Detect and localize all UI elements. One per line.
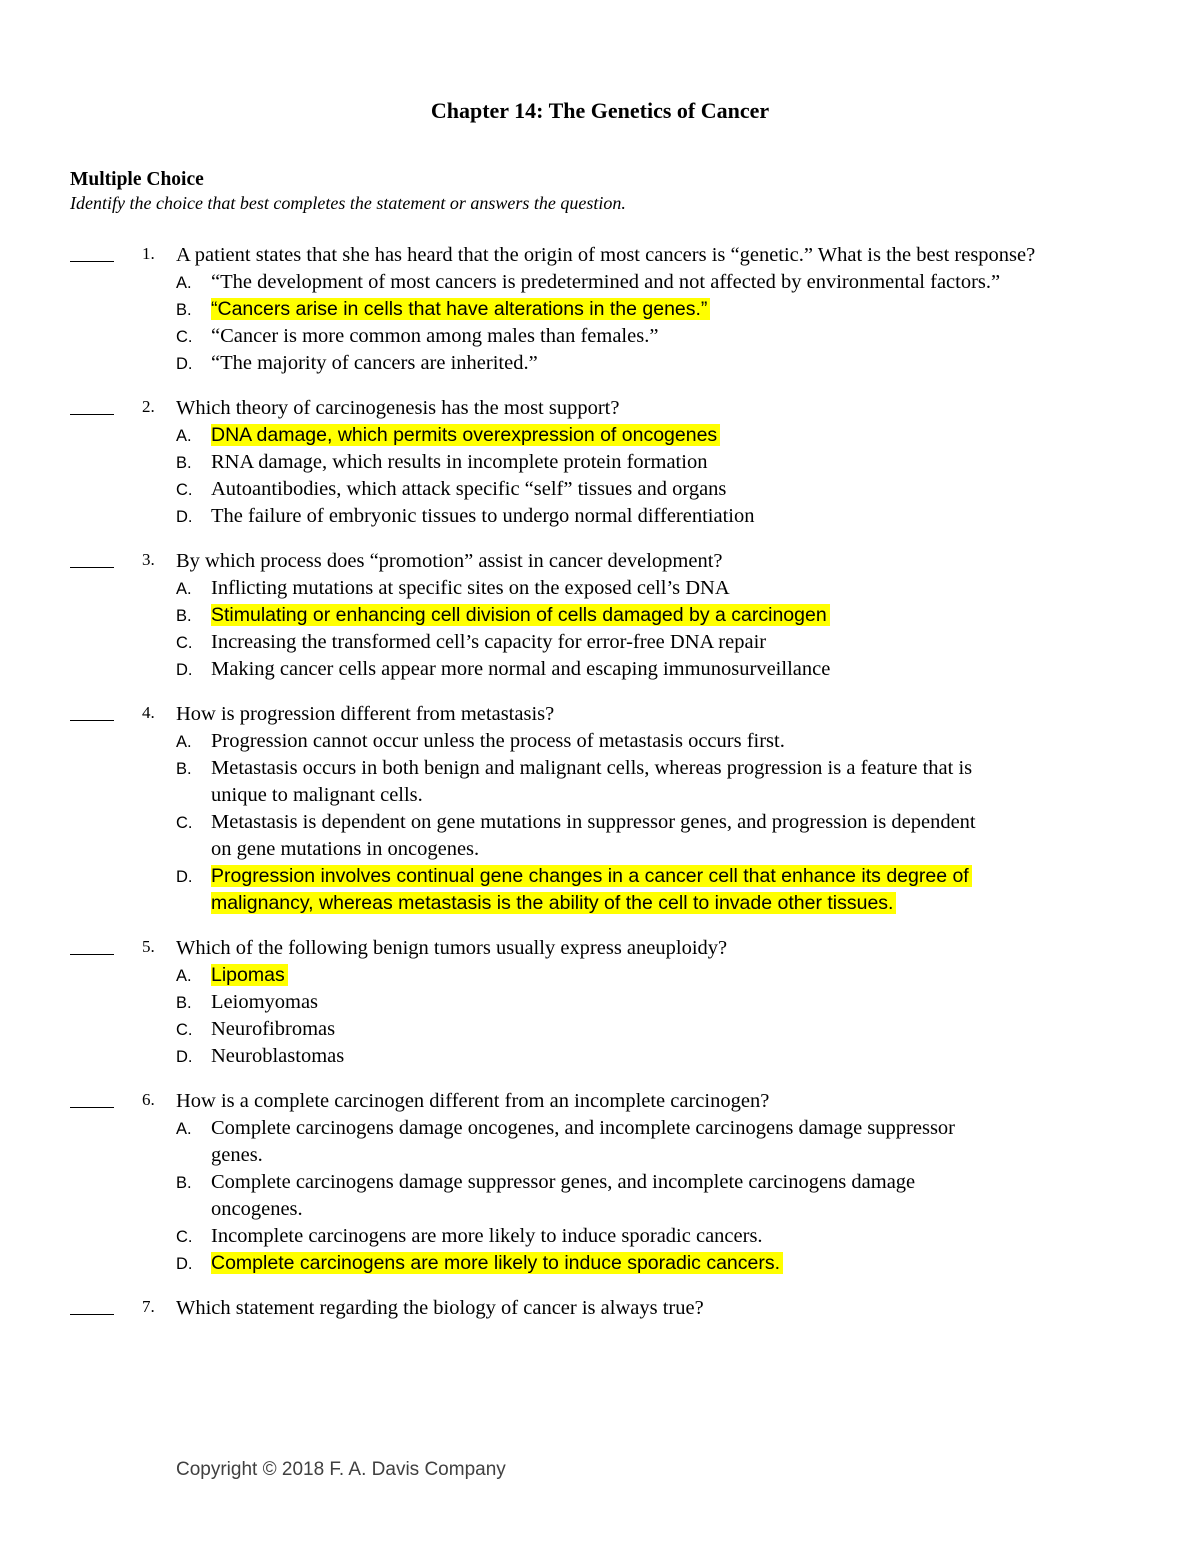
choice-letter: B. xyxy=(176,607,192,625)
choice-letter: B. xyxy=(176,1174,192,1192)
question-4 xyxy=(0,701,1200,917)
choice-text: Autoantibodies, which attack specific “self” tissues and organs xyxy=(211,478,727,500)
choice-d xyxy=(176,503,1001,530)
choice-b xyxy=(176,1169,1001,1223)
choice-c xyxy=(176,809,1001,863)
question-number: 5. xyxy=(142,937,155,956)
question-3 xyxy=(0,548,1200,683)
choice-letter: D. xyxy=(176,508,193,526)
choice-text: “The majority of cancers are inherited.” xyxy=(211,352,538,374)
choice-letter: B. xyxy=(176,760,192,778)
answer-blank[interactable] xyxy=(70,1107,114,1108)
answer-blank[interactable] xyxy=(70,720,114,721)
choice-a xyxy=(176,269,1001,296)
choice-d xyxy=(176,1043,1001,1070)
choice-c xyxy=(176,476,1001,503)
choice-letter: C. xyxy=(176,481,193,499)
choice-c xyxy=(176,629,1001,656)
choice-d-highlighted xyxy=(176,1250,1001,1277)
choice-letter: A. xyxy=(176,427,192,445)
choice-d xyxy=(176,656,1001,683)
section-heading: Multiple Choice xyxy=(70,169,204,190)
question-number: 7. xyxy=(142,1297,155,1316)
choice-list xyxy=(0,575,1200,683)
choice-text: Increasing the transformed cell’s capacity for error-free DNA repair xyxy=(211,631,767,653)
choice-a-highlighted xyxy=(176,962,1001,989)
choice-text: Progression cannot occur unless the process of metastasis occurs first. xyxy=(211,730,785,752)
choice-text: Progression involves continual gene changes in a cancer cell that enhance its degree of malignancy, whereas metastasis is the ability of the cell to invade other tissues. xyxy=(211,865,972,914)
choice-text: RNA damage, which results in incomplete protein formation xyxy=(211,451,708,473)
question-6 xyxy=(0,1088,1200,1277)
choice-letter: C. xyxy=(176,814,193,832)
choice-letter: D. xyxy=(176,1048,193,1066)
choice-letter: D. xyxy=(176,661,193,679)
question-number: 4. xyxy=(142,703,155,722)
choice-letter: B. xyxy=(176,454,192,472)
choice-letter: C. xyxy=(176,634,193,652)
choice-letter: D. xyxy=(176,868,193,886)
choice-list xyxy=(0,728,1200,917)
choice-text: Neuroblastomas xyxy=(211,1045,345,1067)
choice-text: Leiomyomas xyxy=(211,991,319,1013)
page-title: Chapter 14: The Genetics of Cancer xyxy=(430,98,770,123)
choice-b-highlighted xyxy=(176,602,1001,629)
choice-a xyxy=(176,575,1001,602)
choice-letter: A. xyxy=(176,967,192,985)
answer-blank[interactable] xyxy=(70,954,114,955)
question-stem: Which of the following benign tumors usually express aneuploidy? xyxy=(176,937,728,959)
choice-list xyxy=(0,422,1200,530)
choice-text: Making cancer cells appear more normal and escaping immunosurveillance xyxy=(211,658,831,680)
choice-text: The failure of embryonic tissues to undergo normal differentiation xyxy=(211,505,755,527)
question-number: 6. xyxy=(142,1090,155,1109)
choice-letter: C. xyxy=(176,1228,193,1246)
question-list xyxy=(0,242,1200,1340)
choice-text: Complete carcinogens damage suppressor genes, and incomplete carcinogens damage oncogenes. xyxy=(211,1171,916,1220)
choice-letter: B. xyxy=(176,301,192,319)
choice-text: Complete carcinogens damage oncogenes, and incomplete carcinogens damage suppressor genes. xyxy=(211,1117,955,1166)
question-number: 2. xyxy=(142,397,155,416)
choice-b xyxy=(176,755,1001,809)
choice-b xyxy=(176,449,1001,476)
question-stem: How is a complete carcinogen different from an incomplete carcinogen? xyxy=(176,1090,770,1112)
choice-text: Complete carcinogens are more likely to induce sporadic cancers. xyxy=(211,1252,783,1274)
copyright-footer: Copyright © 2018 F. A. Davis Company xyxy=(176,1459,506,1480)
choice-letter: A. xyxy=(176,274,192,292)
choice-text: Metastasis occurs in both benign and malignant cells, whereas progression is a feature that is unique to malignant cells. xyxy=(211,757,973,806)
choice-text: DNA damage, which permits overexpression of oncogenes xyxy=(211,424,720,446)
choice-letter: B. xyxy=(176,994,192,1012)
question-stem: How is progression different from metastasis? xyxy=(176,703,555,725)
question-stem: Which statement regarding the biology of cancer is always true? xyxy=(176,1297,704,1319)
choice-b xyxy=(176,989,1001,1016)
answer-blank[interactable] xyxy=(70,261,114,262)
answer-blank[interactable] xyxy=(70,414,114,415)
choice-list xyxy=(0,1115,1200,1277)
choice-text: “Cancers arise in cells that have alterations in the genes.” xyxy=(211,298,710,320)
choice-text: Stimulating or enhancing cell division of cells damaged by a carcinogen xyxy=(211,604,830,626)
question-stem: Which theory of carcinogenesis has the most support? xyxy=(176,397,620,419)
choice-a xyxy=(176,728,1001,755)
choice-a-highlighted xyxy=(176,422,1001,449)
choice-list xyxy=(0,962,1200,1070)
choice-d-highlighted xyxy=(176,863,1001,917)
question-2 xyxy=(0,395,1200,530)
choice-b-highlighted xyxy=(176,296,1001,323)
answer-blank[interactable] xyxy=(70,567,114,568)
choice-letter: A. xyxy=(176,733,192,751)
question-1 xyxy=(0,242,1200,377)
choice-d xyxy=(176,350,1001,377)
choice-letter: A. xyxy=(176,1120,192,1138)
choice-text: Metastasis is dependent on gene mutations in suppressor genes, and progression is dependent on gene mutations in oncogenes. xyxy=(211,811,976,860)
choice-c xyxy=(176,1223,1001,1250)
choice-c xyxy=(176,323,1001,350)
choice-list xyxy=(0,269,1200,377)
choice-text: Lipomas xyxy=(211,964,288,986)
choice-letter: C. xyxy=(176,1021,193,1039)
choice-a xyxy=(176,1115,1001,1169)
question-number: 1. xyxy=(142,244,155,263)
question-number: 3. xyxy=(142,550,155,569)
choice-text: “The development of most cancers is predetermined and not affected by environmental factors.” xyxy=(211,271,1001,293)
choice-letter: D. xyxy=(176,1255,193,1273)
answer-blank[interactable] xyxy=(70,1314,114,1315)
question-stem: By which process does “promotion” assist in cancer development? xyxy=(176,550,723,572)
question-5 xyxy=(0,935,1200,1070)
choice-text: “Cancer is more common among males than females.” xyxy=(211,325,659,347)
question-stem: A patient states that she has heard that the origin of most cancers is “genetic.” What is the best response? xyxy=(176,244,1036,266)
choice-text: Incomplete carcinogens are more likely to induce sporadic cancers. xyxy=(211,1225,763,1247)
question-7 xyxy=(0,1295,1200,1322)
choice-letter: A. xyxy=(176,580,192,598)
choice-text: Neurofibromas xyxy=(211,1018,336,1040)
choice-text: Inflicting mutations at specific sites on the exposed cell’s DNA xyxy=(211,577,730,599)
choice-letter: D. xyxy=(176,355,193,373)
choice-letter: C. xyxy=(176,328,193,346)
choice-c xyxy=(176,1016,1001,1043)
section-instructions: Identify the choice that best completes the statement or answers the question. xyxy=(70,193,626,213)
